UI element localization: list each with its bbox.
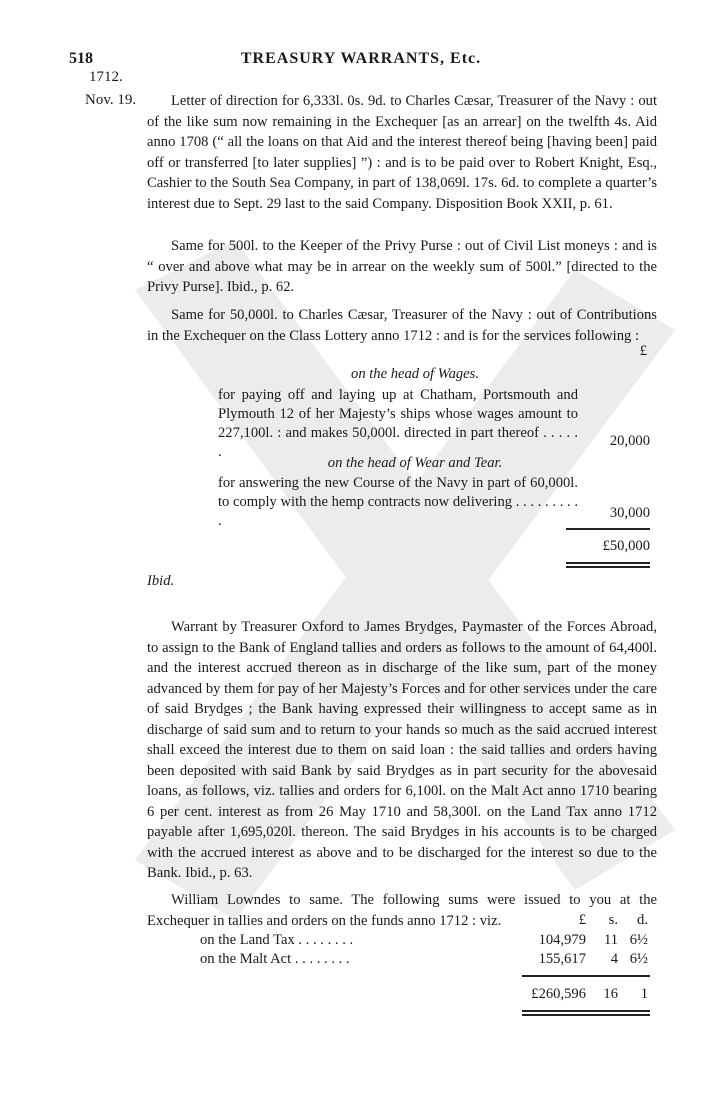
- entry-paragraph-3: Same for 50,000l. to Charles Cæsar, Treasurer of the Navy : out of Contributions in the Exchequer on the Class Lottery anno 1712 : and is for the services following :: [147, 307, 657, 344]
- pound-column-header: £: [639, 343, 647, 359]
- col-header-pounds: £: [578, 912, 586, 928]
- table-row-pounds: 104,979: [538, 932, 586, 948]
- ibid-note: Ibid.: [147, 573, 175, 589]
- page-number: 518: [69, 50, 93, 67]
- entry-paragraph-2: Same for 500l. to the Keeper of the Privy Purse : out of Civil List moneys : and is “ over and above what may be in arrear on the weekly sum of 500l.” [directed to the Privy Purse]. Ibid., p. 62.: [147, 238, 657, 295]
- wages-heading: on the head of Wages.: [351, 366, 479, 382]
- col-header-pence: d.: [637, 912, 648, 928]
- total-rule-bottom-1: [566, 562, 650, 564]
- total-rule-bottom-2: [566, 566, 650, 568]
- table-row-shillings: 4: [610, 951, 618, 967]
- total-amount: £50,000: [602, 538, 650, 554]
- table-total-shillings: 16: [603, 986, 618, 1002]
- wages-item: for paying off and laying up at Chatham, Portsmouth and Plymouth 12 of her Majesty’s ships whose wages amount to 227,100l. : and makes 50,000l. directed in part thereof . . . . . .: [218, 387, 578, 460]
- col-header-shillings: s.: [608, 912, 618, 928]
- entry-paragraph-4: Warrant by Treasurer Oxford to James Brydges, Paymaster of the Forces Abroad, to assign to the Bank of England tallies and orders as follows to the amount of 64,400l. and the interest accrued thereon as in discharge of the like sum, part of the money advanced by them for pay of her Majesty’s Forces and for other services under the care of said Brydges ; the Bank having expressed their willingness to accept same as in discharge of said sum and to return to your hands so much as the said accrued interest shall exceed the interest due to them on said loan : the said tallies and orders having been deposited with said Bank by said Brydges as in part security for the abovesaid loans, as follows, viz. tallies and orders for 6,100l. on the Malt Act anno 1710 bearing 6 per cent. interest as from 26 May 1710 and 58,300l. on the Land Tax anno 1712 payable after 1,695,020l. thereon. The said Brydges in his accounts is to be charged with the accrued interest as above and to be discharged for the interest so due to the Bank. Ibid., p. 63.: [147, 619, 657, 881]
- table-total-rule-bottom-2: [522, 1014, 650, 1016]
- table-row-label: on the Land Tax . . . . . . . .: [200, 932, 354, 948]
- entry-paragraph-5: William Lowndes to same. The following sums were issued to you at the Exchequer in tallies and orders on the funds anno 1712 : viz.: [147, 892, 657, 929]
- table-total-pounds: £260,596: [531, 986, 586, 1002]
- table-row-shillings: 11: [603, 932, 618, 948]
- entry-paragraph-1: Letter of direction for 6,333l. 0s. 9d. to Charles Cæsar, Treasurer of the Navy : out of the like sum now remaining in the Exchequer [as an arrear] on the twelfth 4s. Aid anno 1708 (“ all the loans on that Aid and the interest thereof being [having been] paid off or transferred [to later supplies] ”) : and is to be paid over to Robert Knight, Esq., Cashier to the South Sea Company, in part of 138,069l. 17s. 6d. to complete a quarter’s interest due to Sept. 29 last to the said Company. Disposition Book XXII, p. 61.: [147, 93, 657, 212]
- margin-year: 1712.: [89, 69, 123, 85]
- table-row-pounds: 155,617: [538, 951, 586, 967]
- running-title: TREASURY WARRANTS, Etc.: [240, 50, 482, 67]
- table-row-pence: 6½: [629, 932, 648, 948]
- table-total-pence: 1: [640, 986, 648, 1002]
- wear-amount: 30,000: [609, 505, 650, 521]
- margin-date: Nov. 19.: [85, 92, 137, 108]
- table-total-rule-top: [522, 975, 650, 977]
- total-rule-top: [566, 528, 650, 530]
- table-row-pence: 6½: [629, 951, 648, 967]
- table-total-rule-bottom-1: [522, 1010, 650, 1012]
- wear-heading: on the head of Wear and Tear.: [327, 455, 503, 471]
- table-row-label: on the Malt Act . . . . . . . .: [200, 951, 350, 967]
- wages-amount: 20,000: [609, 433, 650, 449]
- wear-item: for answering the new Course of the Navy in part of 60,000l. to comply with the hemp contracts now delivering . . . . . . . . . .: [218, 475, 578, 529]
